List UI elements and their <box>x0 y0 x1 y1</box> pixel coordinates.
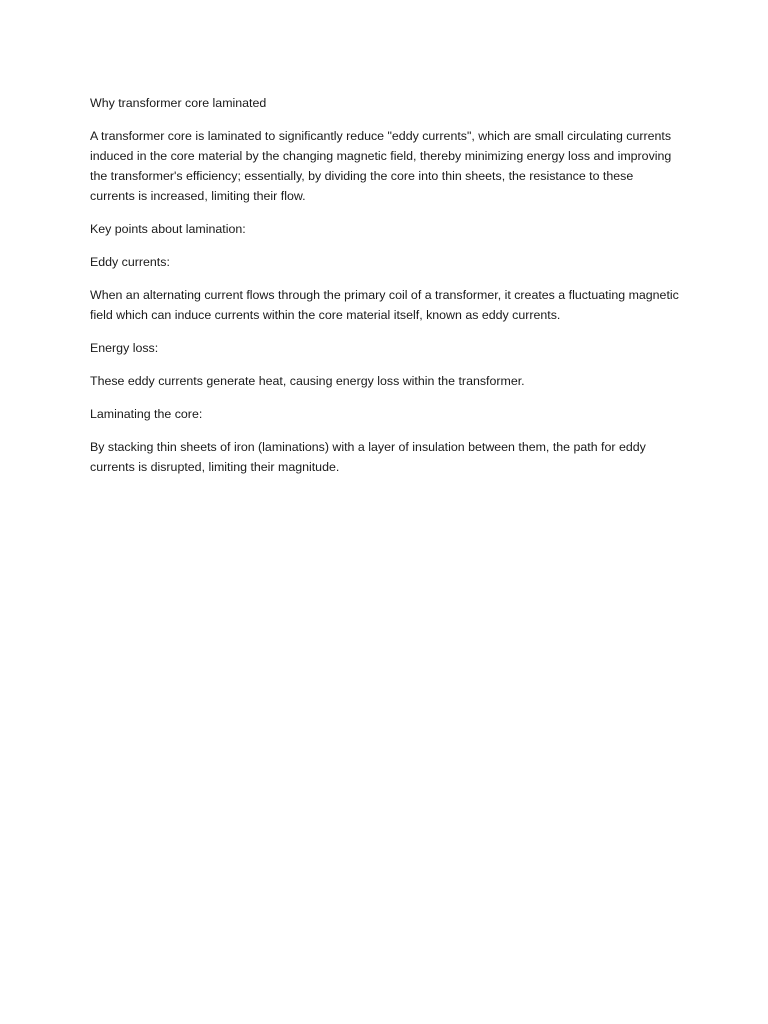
eddy-currents-heading: Eddy currents: <box>90 255 170 269</box>
document-title: Why transformer core laminated <box>90 96 267 110</box>
key-points-heading: Key points about lamination: <box>90 222 246 236</box>
laminating-core-paragraph: By stacking thin sheets of iron (laminations) with a layer of insulation between them, the path for eddy currents is disrupted, limiting their magnitude. <box>90 440 646 474</box>
energy-loss-heading: Energy loss: <box>90 341 159 355</box>
energy-loss-paragraph: These eddy currents generate heat, causing energy loss within the transformer. <box>90 374 525 388</box>
laminating-core-heading: Laminating the core: <box>90 407 203 421</box>
document-body <box>90 93 680 490</box>
eddy-currents-paragraph: When an alternating current flows through the primary coil of a transformer, it creates a fluctuating magnetic field which can induce currents within the core material itself, known as eddy currents. <box>90 288 679 322</box>
intro-paragraph: A transformer core is laminated to significantly reduce "eddy currents", which are small circulating currents induced in the core material by the changing magnetic field, thereby minimizing energy loss and improving the transformer's efficiency; essentially, by dividing the core into thin sheets, the resistance to these currents is increased, limiting their flow. <box>90 129 672 203</box>
